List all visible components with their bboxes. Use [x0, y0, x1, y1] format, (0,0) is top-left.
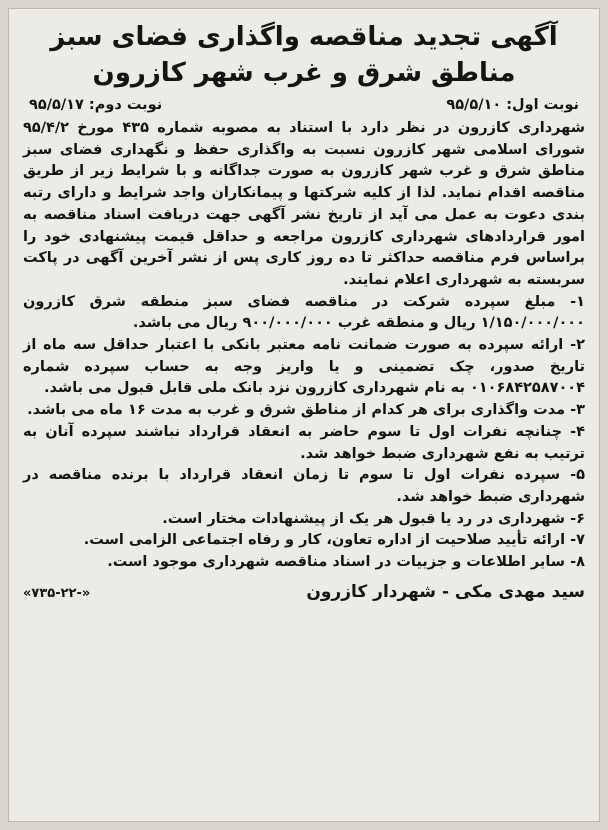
- condition-item: ۲- ارائه سپرده به صورت ضمانت نامه معتبر بانکی با اعتبار حداقل سه ماه از تاریخ صدور، چک تضمینی و یا واریز وجه به حساب سپرده شماره ۰۱۰۶۸۴۲۵۸۷۰۰۴ به نام شهرداری کازرون نزد بانک ملی قابل قبول می باشد.: [23, 337, 585, 397]
- condition-item: ۶- شهرداری در رد یا قبول هر یک از پیشنهادات مختار است.: [162, 510, 585, 527]
- condition-item: ۴- چنانچه نفرات اول تا سوم حاضر به انعقاد قرارداد نباشند سپرده آنان به ترتیب به نفع شهرداری ضبط خواهد شد.: [23, 423, 585, 462]
- condition-item: ۸- سایر اطلاعات و جزییات در اسناد مناقصه شهرداری موجود است.: [107, 554, 585, 571]
- conditions-list: [23, 292, 585, 574]
- condition-item: ۷- ارائه تأیید صلاحیت از اداره تعاون، کار و رفاه اجتماعی الزامی است.: [83, 532, 585, 549]
- condition-item: ۳- مدت واگذاری برای هر کدام از مناطق شرق و غرب به مدت ۱۶ ماه می باشد.: [27, 402, 585, 419]
- condition-item: ۵- سپرده نفرات اول تا سوم تا زمان انعقاد قرارداد با برنده مناقصه در شهرداری ضبط خواهد شد.: [23, 467, 585, 505]
- notice-footer: [23, 580, 585, 606]
- ad-code: «۷۳۵-۲۲-»: [23, 585, 91, 601]
- publication-dates: [29, 95, 579, 116]
- second-notice-date: نوبت دوم: ۹۵/۵/۱۷: [29, 97, 163, 113]
- intro-paragraph: شهرداری کازرون در نظر دارد با استناد به مصوبه شماره ۴۳۵ مورخ ۹۵/۴/۲ شورای اسلامی شهر کازرون نسبت به واگذاری حفظ و نگهداری فضای سبز مناطق شرق و غرب شهر کازرون به صورت جداگانه و با شرایط زیر از طریق مناقصه اقدام نماید. لذا از کلیه شرکتها و پیمانکاران واجد شرایط و دارای رتبه بندی دعوت به عمل می آید از تاریخ نشر آگهی جهت دریافت اسناد مناقصه به امور قراردادهای شهرداری کازرون مراجعه و حداقل قیمت پیشنهادی خود را براساس فرم مناقصه حداکثر تا ده روز کاری پس از نشر آخرین آگهی در پاکت سربسته به شهرداری اعلام نمایند.: [23, 120, 585, 288]
- notice-title: آگهی تجدید مناقصه واگذاری فضای سبز مناطق شرق و غرب شهر کازرون: [50, 22, 558, 88]
- first-notice-date: نوبت اول: ۹۵/۵/۱۰: [446, 97, 579, 113]
- condition-item: ۱- مبلغ سپرده شرکت در مناقصه فضای سبز منطقه شرق کازرون ۱/۱۵۰/۰۰۰/۰۰۰ ریال و منطقه غرب ۹۰۰/۰۰۰/۰۰۰ ریال می باشد.: [23, 293, 585, 332]
- mayor-signature: سید مهدی مکی - شهردار کازرون: [306, 581, 585, 602]
- tender-notice: [8, 8, 600, 822]
